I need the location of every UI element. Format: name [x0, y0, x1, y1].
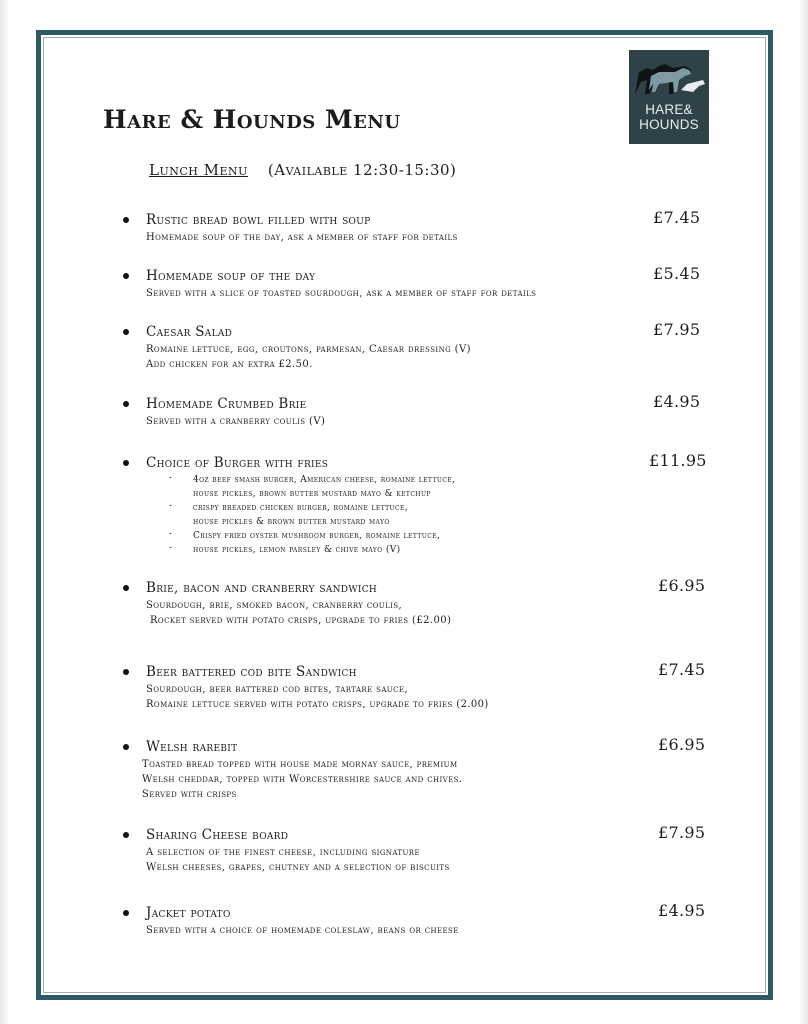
item-description: A selection of the finest cheese, including signature: [146, 847, 420, 858]
burger-option: house pickles, lemon parsley & chive mayo (V): [193, 545, 401, 555]
item-description: Served with a choice of homemade coleslaw, beans or cheese: [146, 925, 459, 936]
burger-option: house pickles, brown butter mustard mayo & ketchup: [193, 489, 431, 499]
item-description: Welsh cheddar, topped with Worcestershire sauce and chives.: [142, 774, 463, 785]
bullet-icon: [123, 832, 129, 838]
burger-option: 4oz beef smash burger, American cheese, romaine lettuce,: [193, 475, 456, 485]
item-price: £7.45: [658, 660, 706, 679]
burger-option: crispy breaded chicken burger, romaine lettuce,: [193, 503, 409, 513]
item-name: Welsh rarebit: [146, 739, 238, 755]
logo-text-line2: HOUNDS: [639, 117, 699, 132]
item-description: Welsh cheeses, grapes, chutney and a selection of biscuits: [146, 862, 450, 873]
item-price: £7.95: [658, 823, 706, 842]
burger-option: house pickles & brown butter mustard mayo: [193, 517, 390, 527]
item-name: Choice of Burger with fries: [146, 455, 329, 471]
item-price: £7.45: [653, 208, 701, 227]
item-description: Toasted bread topped with house made mornay sauce, premium: [142, 759, 458, 770]
item-price: £6.95: [658, 735, 706, 754]
menu-frame: [36, 30, 773, 1000]
dash-marker: -: [169, 529, 173, 539]
bullet-icon: [123, 585, 129, 591]
bullet-icon: [123, 669, 129, 675]
bullet-icon: [123, 910, 129, 916]
burger-option: Crispy fried oyster mushroom burger, romaine lettuce,: [193, 531, 441, 541]
item-price: £7.95: [653, 320, 701, 339]
section-label: Lunch Menu: [149, 161, 248, 179]
dash-marker: -: [169, 473, 173, 483]
item-name: Brie, bacon and cranberry sandwich: [146, 580, 378, 596]
section-heading: [149, 161, 456, 179]
item-description: Rocket served with potato crisps, upgrade to fries (£2.00): [150, 615, 452, 626]
hare-hounds-logo: [629, 50, 709, 144]
bullet-icon: [123, 744, 129, 750]
item-description: Sourdough, brie, smoked bacon, cranberry coulis,: [146, 600, 403, 611]
item-name: Jacket potato: [146, 905, 231, 921]
item-price: £6.95: [658, 576, 706, 595]
item-description: Romaine lettuce served with potato crisps, upgrade to fries (2.00): [146, 699, 489, 710]
item-description: Add chicken for an extra £2.50.: [146, 359, 313, 370]
item-name: Homemade Crumbed Brie: [146, 396, 307, 412]
item-name: Rustic bread bowl filled with soup: [146, 212, 371, 228]
item-description: Served with crisps: [142, 789, 237, 800]
item-name: Homemade soup of the day: [146, 268, 316, 284]
logo-text-line1: HARE&: [645, 102, 693, 117]
dash-marker: -: [169, 501, 173, 511]
item-price: £11.95: [649, 451, 707, 470]
availability-text: (Available 12:30-15:30): [267, 161, 457, 179]
menu-title: Hare & Hounds Menu: [103, 105, 401, 134]
item-description: Romaine lettuce, egg, croutons, parmesan, Caesar dressing (V): [146, 344, 471, 355]
bullet-icon: [123, 217, 129, 223]
item-name: Beer battered cod bite Sandwich: [146, 664, 357, 680]
item-price: £4.95: [653, 392, 701, 411]
bullet-icon: [123, 401, 129, 407]
bullet-icon: [123, 273, 129, 279]
item-name: Sharing Cheese board: [146, 827, 289, 843]
item-description: Served with a cranberry coulis (V): [146, 416, 326, 427]
dash-marker: -: [169, 543, 173, 553]
bullet-icon: [123, 329, 129, 335]
item-description: Homemade soup of the day, ask a member of staff for details: [146, 232, 458, 243]
item-price: £5.45: [653, 264, 701, 283]
item-description: Sourdough, beer battered cod bites, tartare sauce,: [146, 684, 408, 695]
bullet-icon: [123, 460, 129, 466]
item-description: Served with a slice of toasted sourdough, ask a member of staff for details: [146, 288, 537, 299]
item-name: Caesar Salad: [146, 324, 233, 340]
item-price: £4.95: [658, 901, 706, 920]
